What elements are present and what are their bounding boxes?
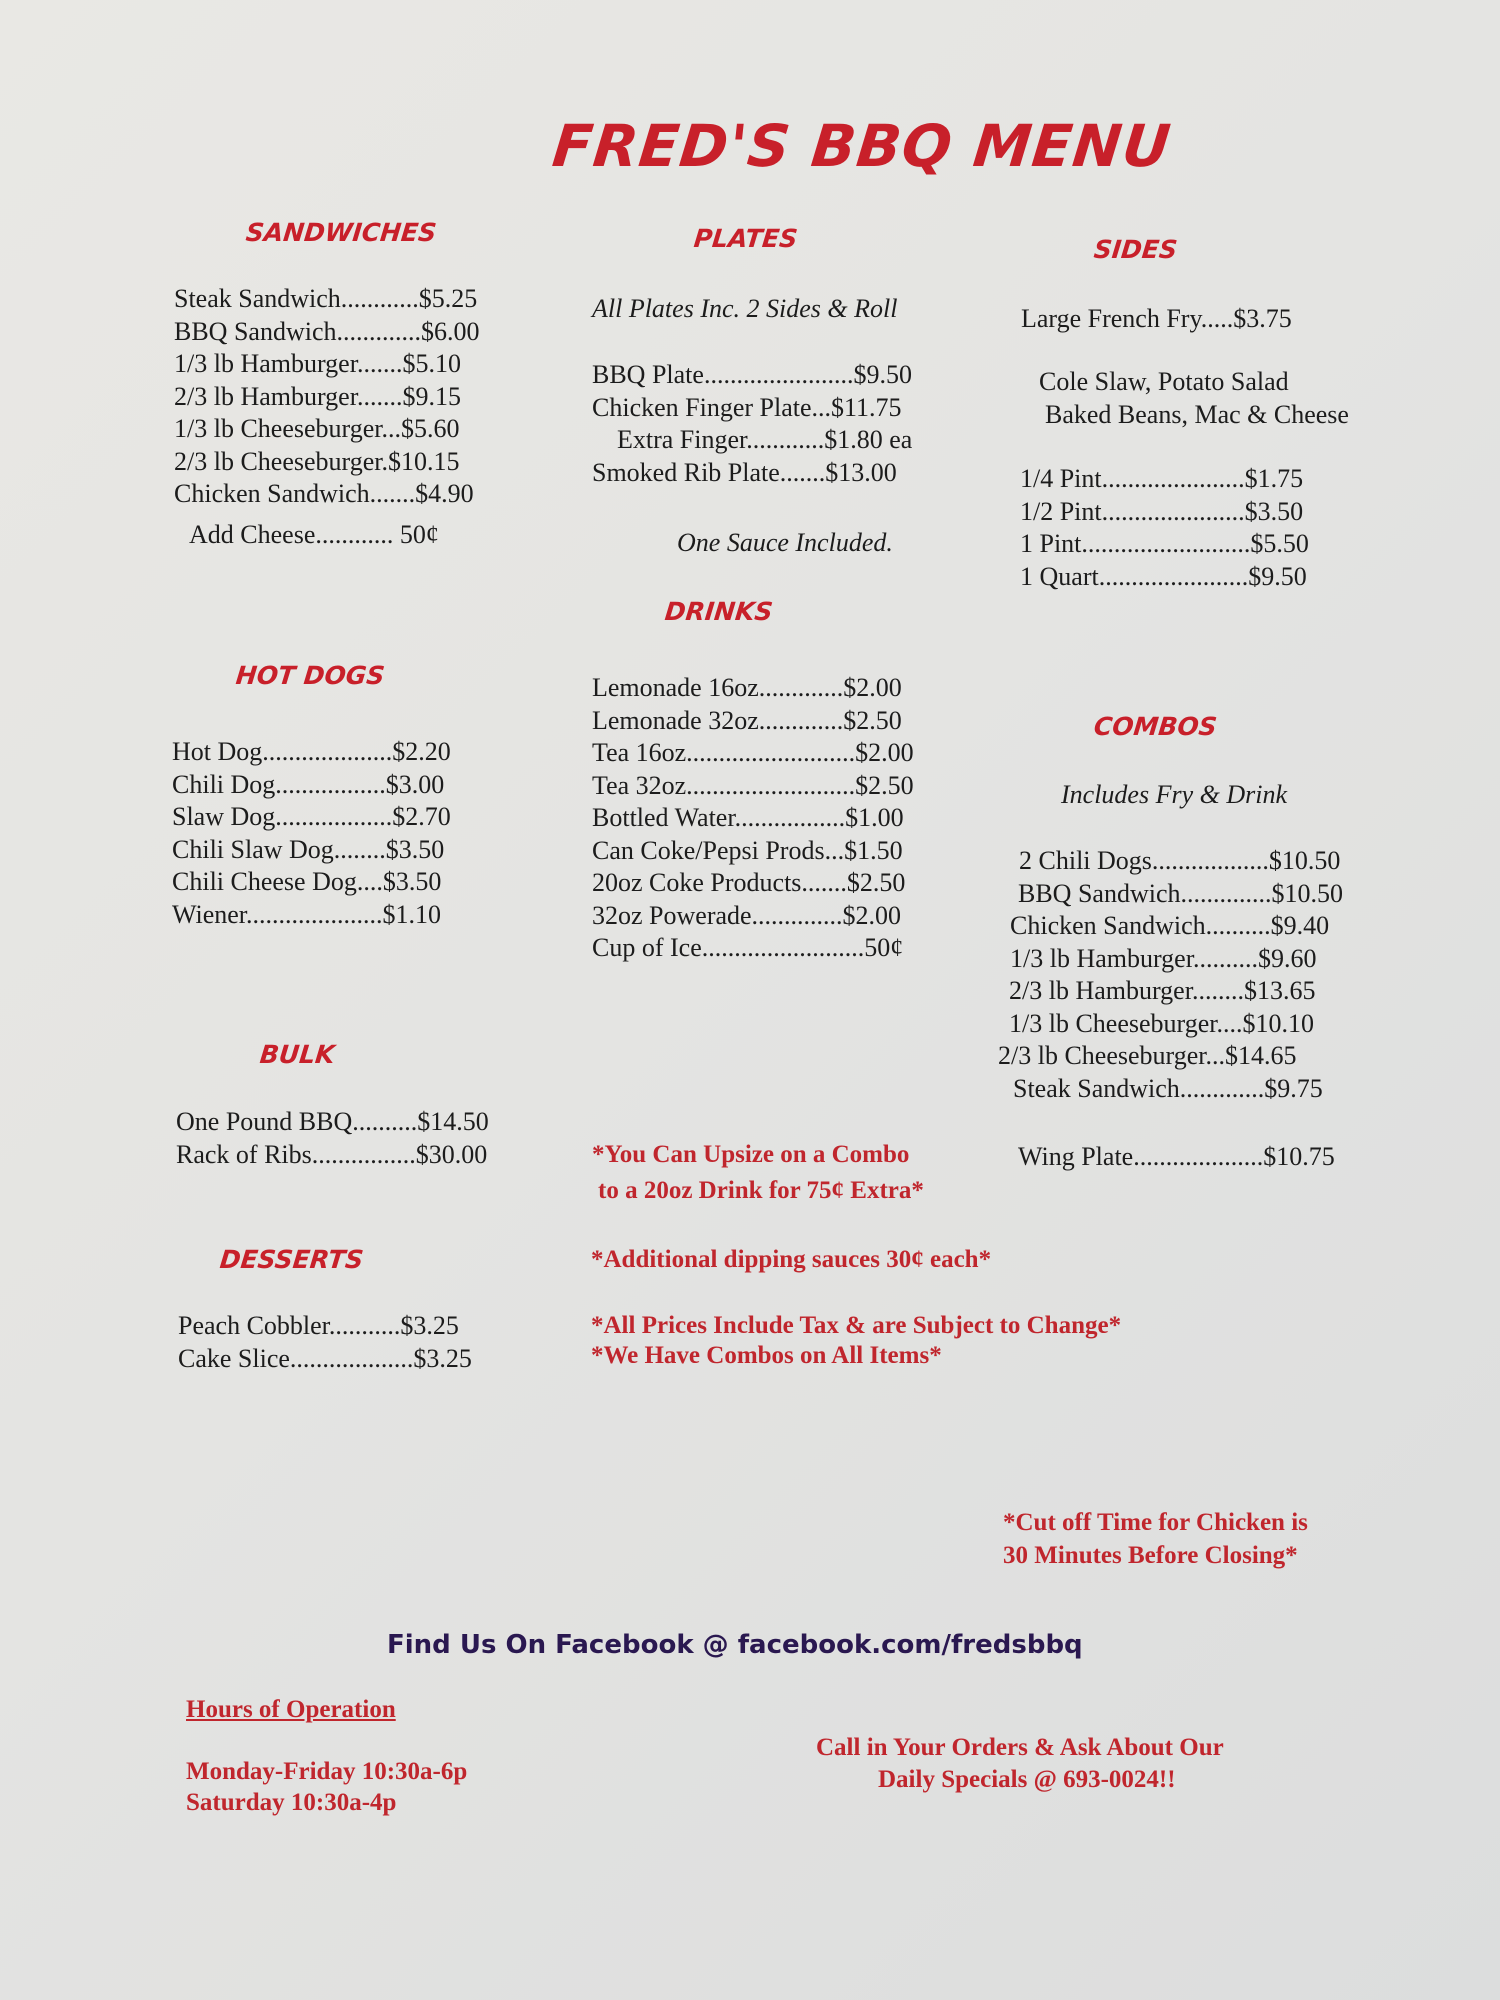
bulk-list [176,1106,489,1171]
combos-list [998,845,1343,1105]
sandwiches-heading: SANDWICHES [244,218,438,247]
drink-item: Bottled Water.................$1.00 [592,803,904,832]
sandwich-item: Steak Sandwich............$5.25 [174,284,478,313]
sandwich-item: BBQ Sandwich.............$6.00 [174,316,480,346]
drink-item: Can Coke/Pepsi Prods...$1.50 [592,835,903,865]
combo-item: 2 Chili Dogs..................$10.50 [1019,846,1341,875]
bulk-item: One Pound BBQ..........$14.50 [176,1107,489,1136]
plates-note: All Plates Inc. 2 Sides & Roll [592,294,898,323]
hours-heading: Hours of Operation [186,1696,396,1723]
sandwich-item: 2/3 lb Cheeseburger.$10.15 [174,446,460,476]
plates-heading: PLATES [692,224,799,253]
hot-dogs-list [172,736,451,931]
call-in-line2: Daily Specials @ 693-0024!! [878,1766,1176,1793]
plate-item: Chicken Finger Plate...$11.75 [592,392,902,422]
side-size-item: 1 Quart.......................$9.50 [1020,561,1307,591]
drink-item: Tea 16oz..........................$2.00 [592,738,914,767]
side-size-item: 1/4 Pint......................$1.75 [1020,464,1304,493]
drinks-list [592,672,914,965]
desserts-heading: DESSERTS [218,1245,365,1274]
cutoff-note-line2: 30 Minutes Before Closing* [1003,1542,1298,1569]
sides-sizes-list [1020,463,1309,593]
combo-item: 1/3 lb Cheeseburger....$10.10 [1009,1008,1314,1038]
combos-heading: COMBOS [1092,712,1219,741]
drink-item: 32oz Powerade..............$2.00 [592,900,902,930]
hours-saturday: Saturday 10:30a-4p [186,1789,397,1816]
bulk-heading: BULK [258,1040,337,1069]
side-size-item: 1/2 Pint......................$3.50 [1020,496,1304,526]
wing-plate-item: Wing Plate....................$10.75 [1018,1142,1335,1171]
plate-item: Extra Finger............$1.80 ea [617,425,913,454]
combo-item: 2/3 lb Cheeseburger...$14.65 [998,1041,1297,1070]
side-options-line1: Cole Slaw, Potato Salad [1039,367,1289,396]
combo-item: Chicken Sandwich..........$9.40 [1010,911,1330,940]
hot-dog-item: Slaw Dog..................$2.70 [172,802,451,831]
combos-note: Includes Fry & Drink [1061,780,1288,809]
hot-dog-item: Chili Dog.................$3.00 [172,769,445,799]
french-fry-item: Large French Fry.....$3.75 [1021,304,1292,333]
upsize-note-line2: to a 20oz Drink for 75¢ Extra* [598,1177,924,1204]
hot-dog-item: Chili Slaw Dog........$3.50 [172,834,445,864]
drink-item: Lemonade 32oz.............$2.50 [592,705,902,735]
hot-dog-item: Chili Cheese Dog....$3.50 [172,867,442,896]
drink-item: Tea 32oz..........................$2.50 [592,770,914,800]
sides-heading: SIDES [1092,235,1179,264]
combo-item: 1/3 lb Hamburger..........$9.60 [1010,943,1317,973]
side-size-item: 1 Pint..........................$5.50 [1020,529,1309,558]
sandwiches-list [174,283,480,511]
sandwich-item: 2/3 lb Hamburger.......$9.15 [174,381,461,411]
hot-dogs-heading: HOT DOGS [234,661,386,690]
combo-item: 2/3 lb Hamburger........$13.65 [1009,976,1316,1005]
add-cheese-item: Add Cheese............ 50¢ [189,520,439,549]
call-in-line1: Call in Your Orders & Ask About Our [816,1734,1224,1761]
prices-note: *All Prices Include Tax & are Subject to Change* [591,1312,1122,1339]
upsize-note-line1: *You Can Upsize on a Combo [592,1141,910,1168]
desserts-list [178,1310,472,1375]
sandwich-item: Chicken Sandwich.......$4.90 [174,479,474,508]
menu-title: FRED'S BBQ MENU [549,112,1175,180]
combo-item: BBQ Sandwich..............$10.50 [1018,878,1343,908]
drink-item: 20oz Coke Products.......$2.50 [592,868,906,897]
facebook-link: Find Us On Facebook @ facebook.com/fredsbbq [387,1630,1083,1660]
combos-all-note: *We Have Combos on All Items* [591,1342,942,1369]
sandwich-item: 1/3 lb Hamburger.......$5.10 [174,349,461,378]
drinks-heading: DRINKS [663,597,775,626]
combo-item: Steak Sandwich.............$9.75 [1013,1073,1323,1103]
bulk-item: Rack of Ribs................$30.00 [176,1139,488,1169]
plates-list [592,359,912,489]
dessert-item: Peach Cobbler...........$3.25 [178,1311,459,1340]
dipping-note: *Additional dipping sauces 30¢ each* [591,1246,992,1273]
plate-item: Smoked Rib Plate.......$13.00 [592,457,897,487]
cutoff-note-line1: *Cut off Time for Chicken is [1003,1509,1308,1536]
hot-dog-item: Wiener.....................$1.10 [172,899,442,929]
sauce-note: One Sauce Included. [677,528,893,557]
sandwich-item: 1/3 lb Cheeseburger...$5.60 [174,414,460,443]
side-options-line2: Baked Beans, Mac & Cheese [1045,400,1349,429]
dessert-item: Cake Slice...................$3.25 [178,1343,472,1373]
drink-item: Lemonade 16oz.............$2.00 [592,673,902,702]
drink-item: Cup of Ice.........................50¢ [592,933,904,962]
plate-item: BBQ Plate.......................$9.50 [592,360,912,389]
hot-dog-item: Hot Dog....................$2.20 [172,737,451,766]
hours-weekday: Monday-Friday 10:30a-6p [186,1758,468,1785]
